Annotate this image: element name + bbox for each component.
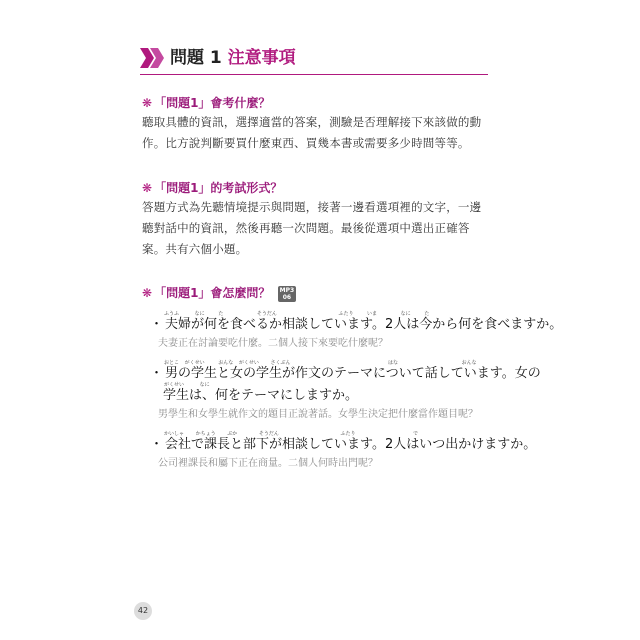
title-accent: 注意事項 (227, 48, 296, 68)
furigana: なに (199, 382, 210, 388)
furigana: かちょう (195, 431, 216, 437)
furigana: ぶか (227, 431, 238, 437)
furigana: そうだん (258, 431, 279, 437)
example-text: 夫婦が何を食べるか相談しています。2人は今から何を食べますか。 (165, 317, 563, 332)
translation-1: 夫妻正在討論要吃什麼。二個人接下來要吃什麼呢？ (158, 338, 388, 349)
translation-3: 公司裡課長和屬下正在商量。二個人何時出門呢？ (158, 458, 378, 469)
mp3-track-badge[interactable] (278, 286, 297, 302)
example-text: 男の学生と女の学生が作文のテーマについて話しています。女の (165, 366, 541, 381)
furigana: さくぶん (270, 360, 291, 366)
furigana: ふたり (340, 431, 356, 437)
title-prefix: 問題 1 (170, 48, 222, 68)
furigana: た (424, 311, 430, 317)
section-body-2: 答題方式為先聽情境提示與問題，接著一邊看選項裡的文字，一邊聽對話中的資訊，然後再聽一次問題。最後從選項中選出正確答案。共有六個小題。 (142, 200, 482, 256)
furigana: ふたり (338, 311, 354, 317)
example-sentence-1 (150, 317, 562, 333)
section-heading-text: 「問題1」會考什麼？ (154, 96, 271, 110)
furigana: ふうふ (164, 311, 180, 317)
furigana: なに (194, 311, 205, 317)
furigana: おんな (218, 360, 234, 366)
section-heading-text: 「問題1」會怎麼問？ (154, 286, 271, 300)
furigana: がくせい (238, 360, 259, 366)
example-sentence-3 (150, 437, 536, 453)
example-sentence-2-cont: 学生は、何をテーマにしますか。 (163, 388, 359, 403)
furigana: おんな (461, 360, 477, 366)
example-text: 会社で課長と部下が相談しています。2人はいつ出かけますか。 (165, 437, 537, 452)
furigana: そうだん (256, 311, 277, 317)
section-heading-text: 「問題1」的考試形式？ (154, 181, 283, 195)
section-heading-1 (142, 95, 270, 111)
section-body-1: 聽取具體的資訊，選擇適當的答案，測驗是否理解接下來該做的動作。比方說判斷要買什麼東西、買幾本書或需要多少時間等等。 (142, 115, 482, 150)
flower-icon: ❋ (142, 96, 153, 110)
page-title (170, 45, 296, 71)
furigana: なに (400, 311, 411, 317)
furigana: はな (388, 360, 399, 366)
section-header (140, 45, 488, 73)
page-number: 42 (134, 602, 152, 620)
furigana: で (413, 431, 419, 437)
chevron-double-right-icon (140, 48, 164, 68)
bullet: ・ (150, 437, 164, 452)
furigana: がくせい (184, 360, 205, 366)
section-heading-3 (142, 285, 296, 302)
example-sentence-2 (150, 366, 541, 382)
bullet: ・ (150, 366, 164, 381)
furigana: た (218, 311, 224, 317)
bullet: ・ (150, 317, 164, 332)
flower-icon: ❋ (142, 286, 153, 300)
furigana: いま (367, 311, 378, 317)
section-heading-2 (142, 180, 282, 196)
furigana: おとこ (164, 360, 180, 366)
furigana: かいしゃ (164, 431, 185, 437)
header-divider (140, 74, 488, 75)
furigana: がくせい (164, 382, 185, 388)
mp3-track-number: 06 (282, 293, 292, 301)
flower-icon: ❋ (142, 181, 153, 195)
translation-2: 男學生和女學生就作文的題目正說著話。女學生決定把什麼當作題目呢？ (158, 409, 478, 420)
mp3-label: MP3 (279, 286, 295, 294)
